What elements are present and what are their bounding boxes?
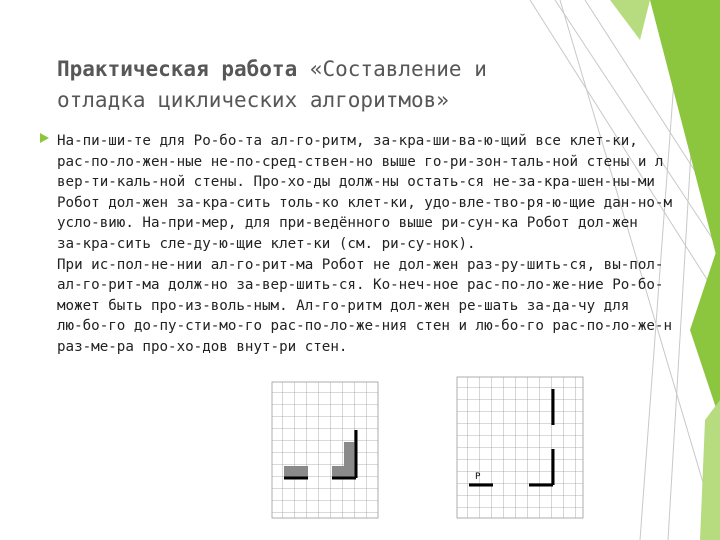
task-line: лю-бо-го до-пу-сти-мо-го рас-по-ло-же-ния стен и лю-бо-го рас-по-ло-же-н: [57, 318, 672, 335]
painted-cell: [284, 466, 308, 478]
task-line: вер-ти-каль-ной стены. Про-хо-ды долж-ны остать-ся не-за-кра-шен-ны-ми: [57, 174, 655, 191]
task-text: [57, 131, 720, 358]
accent-triangle-bottom-light: [700, 400, 720, 540]
bullet-arrow-icon: [40, 133, 49, 143]
task-line: Робот дол-жен за-кра-сить толь-ко клет-ки, удо-вле-тво-ря-ю-щие дан-но-м: [57, 194, 672, 211]
task-line: ал-го-рит-ма долж-но за-вер-шить-ся. Ко-неч-ное рас-по-ло-же-ние Ро-бо-: [57, 277, 664, 294]
accent-triangle-small: [610, 0, 650, 40]
task-line: за-кра-сить сле-ду-ю-щие клет-ки (см. ри-су-нок).: [57, 235, 476, 252]
grid-figure-painted: [270, 380, 380, 520]
task-line: При ис-пол-не-нии ал-го-рит-ма Робот не дол-жен раз-ру-шить-ся, вы-пол-: [57, 256, 664, 273]
grid-figure-initial: [455, 375, 585, 520]
task-line: усло-вию. На-при-мер, для при-ведённого выше ри-сун-ка Робот дол-жен: [57, 215, 638, 232]
title-rest: «Составление и отладка циклических алгоритмов»: [57, 57, 487, 112]
robot-label: Р: [475, 472, 481, 482]
task-line: может быть про-из-воль-ным. Ал-го-ритм дол-жен ре-шать за-да-чу для: [57, 297, 630, 314]
task-line: раз-ме-ра про-хо-дов внут-ри стен.: [57, 338, 348, 355]
painted-cell: [344, 442, 356, 478]
task-line: рас-по-ло-жен-ные не-по-сред-ствен-но выше го-ри-зон-таль-ной стены и л: [57, 153, 664, 170]
title-bold: Практическая работа: [57, 57, 298, 81]
task-line: На-пи-ши-те для Ро-бо-та ал-го-ритм, за-кра-ши-ва-ю-щий все клет-ки,: [57, 133, 638, 149]
slide-title: [57, 54, 577, 116]
